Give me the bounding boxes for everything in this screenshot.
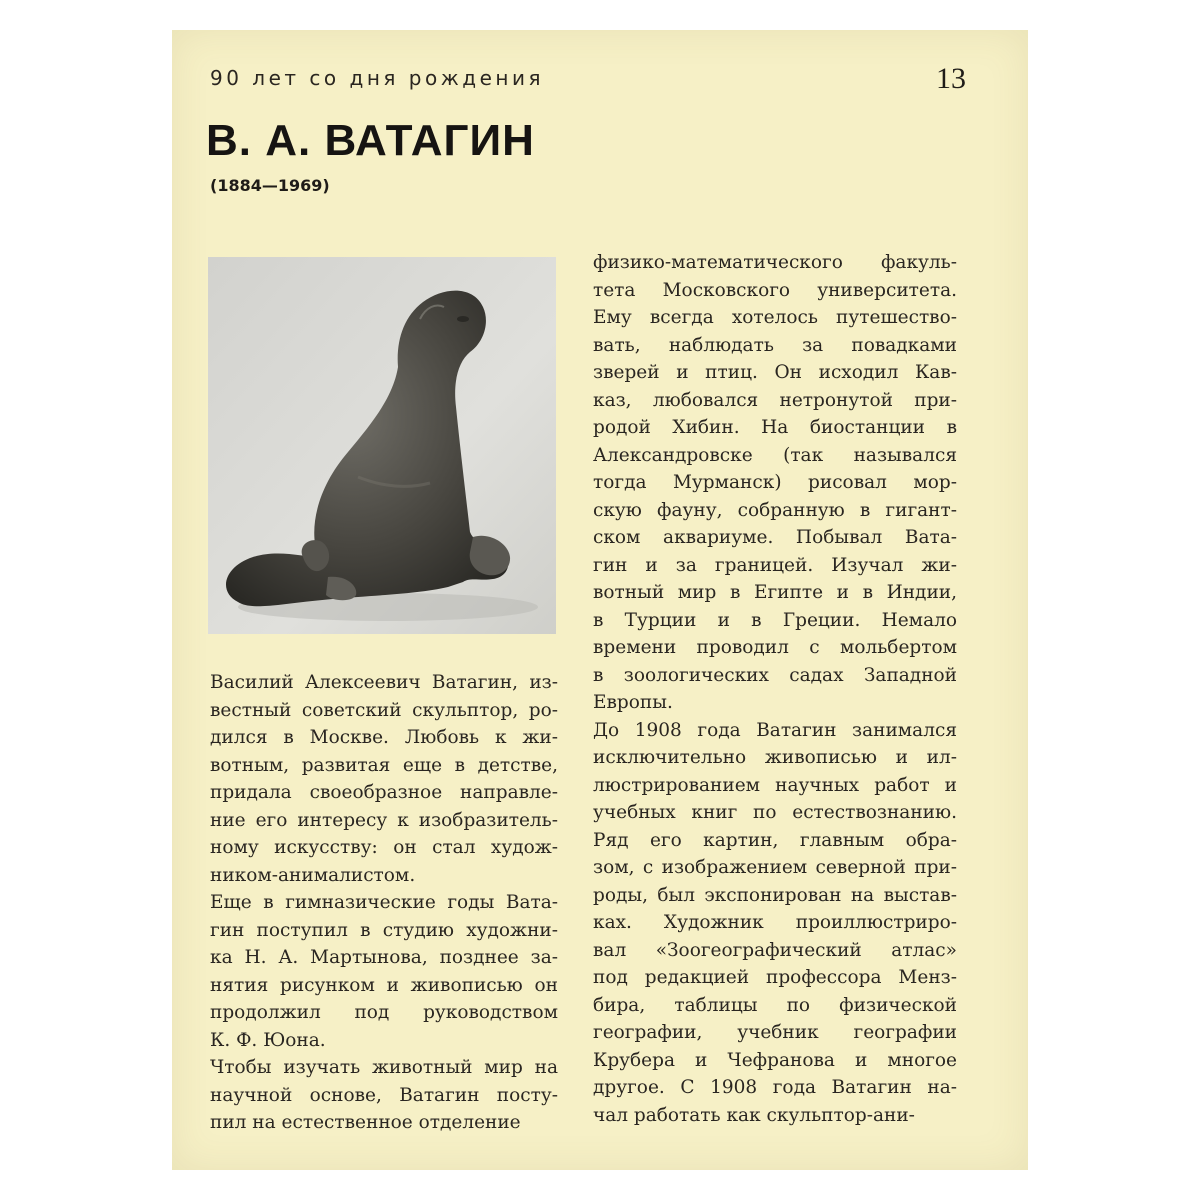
text-line: гин и за границей. Изучал жи- bbox=[593, 554, 957, 576]
text-line: зверей и птиц. Он исходил Кав- bbox=[593, 362, 957, 383]
text-line: вестный советский скульптор, ро- bbox=[210, 699, 558, 721]
text-line: времени проводил с мольбертом bbox=[593, 637, 957, 658]
text-line: тогда Мурманск) рисовал мор- bbox=[593, 472, 957, 493]
text-line: Крубера и Чефранова и многое bbox=[593, 1049, 957, 1071]
text-line: К. Ф. Юона. bbox=[210, 1029, 326, 1051]
text-line: вотным, развитая еще в детстве, bbox=[210, 754, 558, 776]
text-line: другое. С 1908 года Ватагин на- bbox=[593, 1077, 957, 1098]
text-line: под редакцией профессора Менз- bbox=[593, 967, 957, 988]
text-line: бира, таблицы по физической bbox=[593, 994, 957, 1016]
cat-sculpture-photo bbox=[208, 257, 556, 634]
text-line: пил на естественное отделение bbox=[210, 1112, 521, 1133]
text-line: вал «Зоогеографический атлас» bbox=[593, 939, 957, 961]
text-line: географии, учебник географии bbox=[593, 1022, 957, 1043]
text-line: ником-анималистом. bbox=[210, 864, 416, 886]
cat-sculpture-icon bbox=[208, 257, 556, 634]
text-line: Александровске (так назывался bbox=[593, 444, 957, 466]
running-head: 90 лет со дня рождения bbox=[210, 66, 544, 90]
text-line: скую фауну, собранную в гигант- bbox=[593, 499, 957, 521]
text-line: Ряд его картин, главным обра- bbox=[593, 829, 957, 851]
text-line: Европы. bbox=[593, 692, 673, 713]
text-line: продолжил под руководством bbox=[210, 1002, 558, 1023]
text-line: Ему всегда хотелось путешество- bbox=[593, 307, 957, 328]
text-line: гин поступил в студию художни- bbox=[210, 919, 558, 941]
text-line: ка Н. А. Мартынова, позднее за- bbox=[210, 947, 558, 968]
life-dates: (1884—1969) bbox=[210, 176, 330, 195]
text-line: в зоологических садах Западной bbox=[593, 664, 957, 686]
text-line: нятия рисунком и живописью он bbox=[210, 974, 558, 996]
text-line: зом, с изображением северной при- bbox=[593, 857, 957, 878]
text-line: ному искусству: он стал худож- bbox=[210, 837, 558, 858]
text-line: ском аквариуме. Побывал Вата- bbox=[593, 527, 957, 548]
article-title: В. А. ВАТАГИН bbox=[206, 116, 535, 165]
text-line: исключительно живописью и ил- bbox=[593, 747, 957, 768]
text-line: в Турции и в Греции. Немало bbox=[593, 609, 957, 631]
text-line: Василий Алексеевич Ватагин, из- bbox=[210, 672, 558, 693]
left-column-text bbox=[210, 669, 558, 1137]
text-line: научной основе, Ватагин посту- bbox=[210, 1084, 558, 1106]
text-line: вать, наблюдать за повадками bbox=[593, 334, 957, 356]
text-line: дился в Москве. Любовь к жи- bbox=[210, 727, 558, 748]
text-line: Чтобы изучать животный мир на bbox=[210, 1057, 558, 1078]
text-line: До 1908 года Ватагин занимался bbox=[593, 719, 957, 741]
text-line: чал работать как скульптор-ани- bbox=[593, 1104, 915, 1126]
text-line: каз, любовался нетронутой при- bbox=[593, 389, 957, 411]
text-line: придала своеобразное направле- bbox=[210, 782, 558, 803]
text-line: Еще в гимназические годы Вата- bbox=[210, 892, 558, 913]
text-line: родой Хибин. На биостанции в bbox=[593, 417, 957, 438]
text-line: тета Московского университета. bbox=[593, 279, 957, 301]
text-line: роды, был экспонирован на выстав- bbox=[593, 884, 957, 906]
text-line: люстрированием научных работ и bbox=[593, 774, 957, 796]
text-line: ние его интересу к изобразитель- bbox=[210, 809, 558, 831]
right-column-text bbox=[593, 249, 957, 1129]
text-line: вотный мир в Египте и в Индии, bbox=[593, 582, 957, 603]
page-number: 13 bbox=[936, 62, 966, 95]
text-line: физико-математического факуль- bbox=[593, 252, 957, 273]
text-line: ках. Художник проиллюстриро- bbox=[593, 912, 957, 933]
text-line: учебных книг по естествознанию. bbox=[593, 802, 957, 823]
